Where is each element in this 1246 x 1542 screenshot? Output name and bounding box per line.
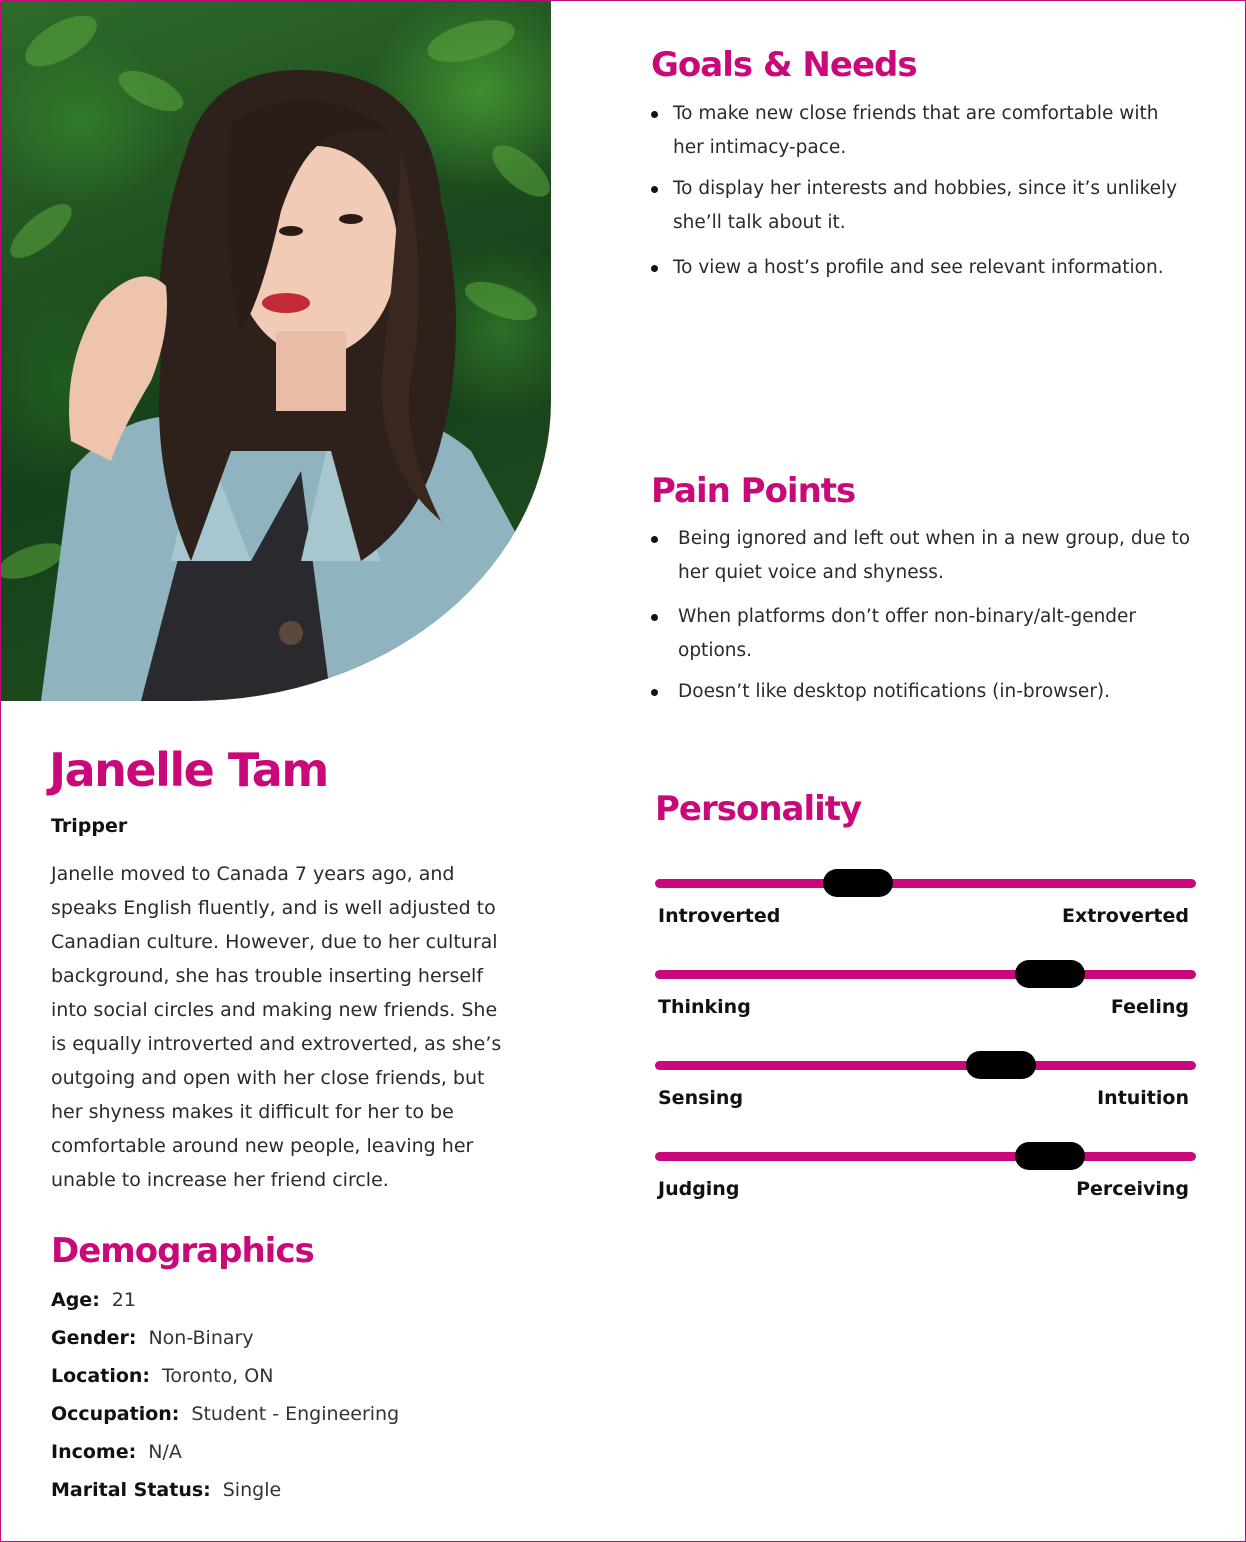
demographic-value: Single bbox=[222, 1479, 282, 1501]
demographic-item bbox=[51, 1475, 399, 1513]
demographic-item bbox=[51, 1437, 399, 1475]
slider-track bbox=[655, 970, 1196, 979]
slider-track bbox=[655, 1152, 1196, 1161]
demographic-label: Age: bbox=[51, 1289, 100, 1311]
personality-scale-sensing-intuition bbox=[655, 1049, 1196, 1109]
demographic-item bbox=[51, 1399, 399, 1437]
persona-photo bbox=[1, 1, 551, 701]
goal-item: To display her interests and hobbies, since it’s unlikely she’ll talk about it. bbox=[651, 172, 1191, 240]
scale-left-label: Judging bbox=[658, 1178, 740, 1200]
demographic-label: Occupation: bbox=[51, 1403, 180, 1425]
demographic-label: Gender: bbox=[51, 1327, 137, 1349]
goals-list bbox=[651, 97, 1191, 292]
demographic-value: Non-Binary bbox=[148, 1327, 254, 1349]
demographic-item bbox=[51, 1285, 399, 1323]
scale-right-label: Intuition bbox=[1097, 1087, 1189, 1109]
slider-knob bbox=[1015, 1142, 1085, 1170]
personality-scale-judging-perceiving bbox=[655, 1140, 1196, 1200]
slider-knob bbox=[823, 869, 893, 897]
demographic-value: N/A bbox=[148, 1441, 182, 1463]
persona-bio: Janelle moved to Canada 7 years ago, and speaks English fluently, and is well adjusted to Canadian culture. However, due to her cultural background, she has trouble inserting herself into social circles and making new friends. She is equally introverted and extroverted, as she’s outgoing and open with her close friends, but her shyness makes it difficult for her to be comfortable around new people, leaving her unable to increase her friend circle. bbox=[51, 863, 502, 1191]
pain-points-list bbox=[651, 522, 1191, 719]
scale-right-label: Extroverted bbox=[1062, 905, 1189, 927]
demographic-label: Marital Status: bbox=[51, 1479, 211, 1501]
pain-point-item: Being ignored and left out when in a new group, due to her quiet voice and shyness. bbox=[651, 522, 1191, 590]
persona-name: Janelle Tam bbox=[49, 743, 328, 797]
slider-knob bbox=[966, 1051, 1036, 1079]
demographic-value: Student - Engineering bbox=[191, 1403, 400, 1425]
demographic-value: Toronto, ON bbox=[162, 1365, 274, 1387]
personality-scale-introvert-extrovert bbox=[655, 867, 1196, 927]
demographic-value: 21 bbox=[111, 1289, 136, 1311]
scale-left-label: Introverted bbox=[658, 905, 781, 927]
goal-item: To view a host’s profile and see relevant information. bbox=[651, 251, 1191, 285]
demographic-label: Income: bbox=[51, 1441, 137, 1463]
demographic-item bbox=[51, 1361, 399, 1399]
personality-scale-thinking-feeling bbox=[655, 958, 1196, 1018]
slider-track bbox=[655, 1061, 1196, 1070]
pain-point-item: Doesn’t like desktop notifications (in-browser). bbox=[651, 675, 1191, 709]
portrait-illustration bbox=[1, 1, 551, 701]
slider-track bbox=[655, 879, 1196, 888]
demographics-title: Demographics bbox=[51, 1231, 314, 1271]
demographics-list bbox=[51, 1285, 399, 1513]
demographic-label: Location: bbox=[51, 1365, 151, 1387]
goal-item: To make new close friends that are comfortable with her intimacy-pace. bbox=[651, 97, 1191, 165]
goals-title: Goals & Needs bbox=[651, 45, 917, 85]
scale-left-label: Thinking bbox=[658, 996, 751, 1018]
personality-title: Personality bbox=[655, 789, 862, 829]
scale-right-label: Perceiving bbox=[1076, 1178, 1189, 1200]
scale-right-label: Feeling bbox=[1110, 996, 1189, 1018]
scale-left-label: Sensing bbox=[658, 1087, 744, 1109]
pain-point-item: When platforms don’t offer non-binary/alt-gender options. bbox=[651, 600, 1191, 668]
persona-role: Tripper bbox=[51, 815, 128, 837]
demographic-item bbox=[51, 1323, 399, 1361]
slider-knob bbox=[1015, 960, 1085, 988]
pain-points-title: Pain Points bbox=[651, 471, 856, 511]
